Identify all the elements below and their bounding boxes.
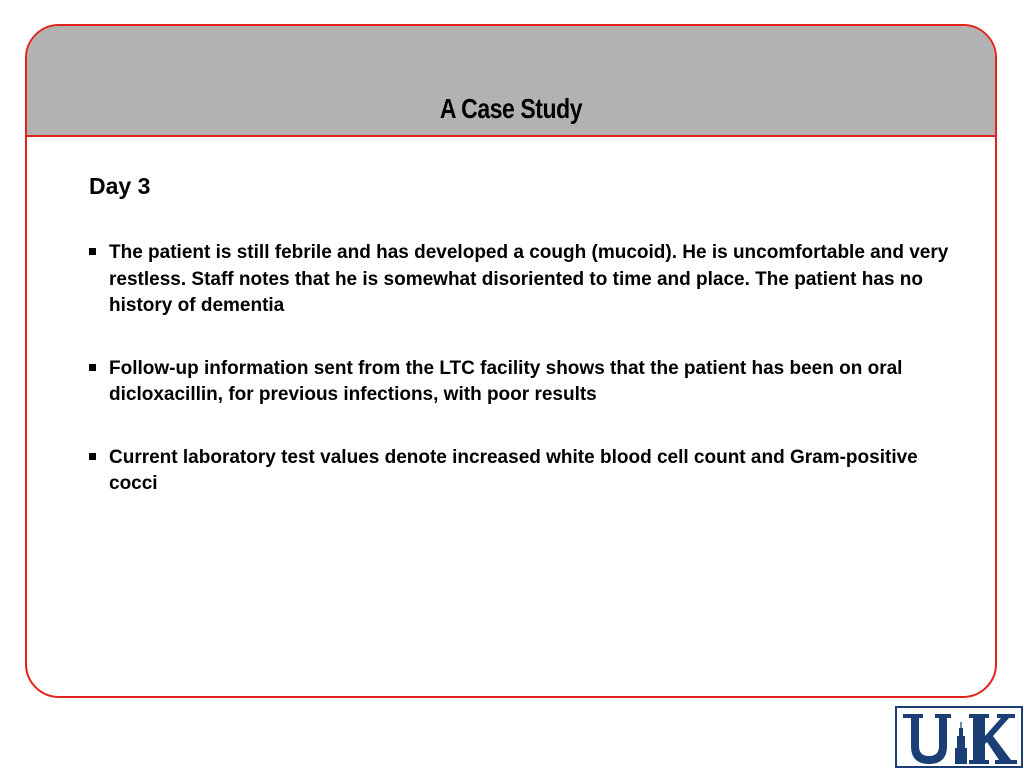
bullet-list [89, 240, 969, 498]
bullet-square-icon [89, 453, 96, 460]
bullet-text: The patient is still febrile and has developed a cough (mucoid). He is uncomfortable and very restless. Staff notes that he is somewhat disoriented to time and place. The patient has no history of dementia [109, 242, 949, 316]
slide-title: A Case Study [439, 93, 583, 124]
slide-frame [25, 24, 997, 698]
university-logo [895, 706, 1023, 768]
bullet-item [89, 445, 969, 498]
bullet-text: Current laboratory test values denote increased white blood cell count and Gram-positive cocci [109, 446, 918, 494]
uk-logo-icon [897, 708, 1021, 766]
bullet-text: Follow-up information sent from the LTC facility shows that the patient has been on oral dicloxacillin, for previous infections, with poor results [109, 357, 903, 405]
slide-subheading: Day 3 [89, 173, 151, 199]
bullet-item [89, 356, 969, 409]
title-bar [27, 26, 995, 137]
bullet-square-icon [89, 364, 96, 371]
bullet-item [89, 240, 969, 320]
bullet-square-icon [89, 248, 96, 255]
